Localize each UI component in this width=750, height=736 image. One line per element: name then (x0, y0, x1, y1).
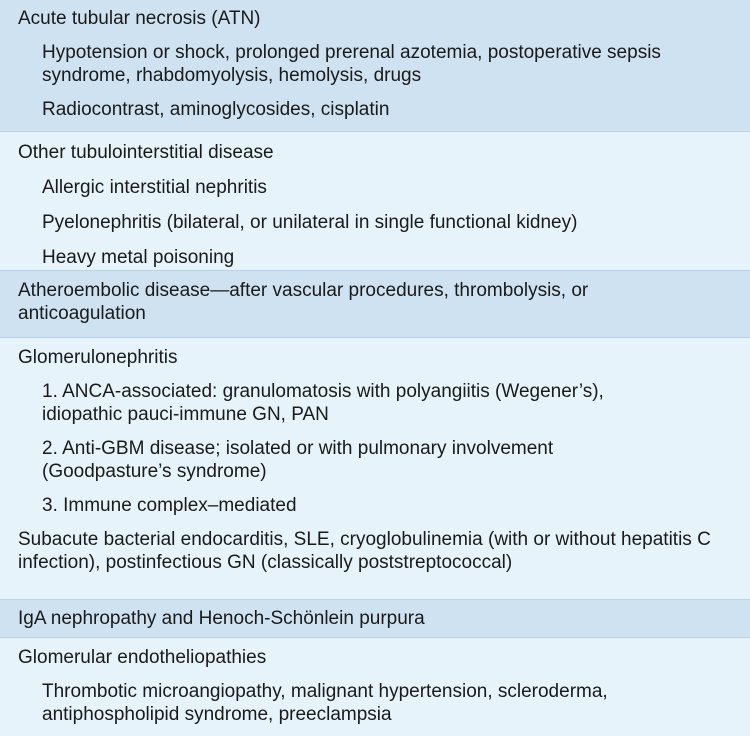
section-glomerulonephritis (0, 337, 750, 599)
item-gn-2: 2. Anti-GBM disease; isolated or with pulmonary involvement (Goodpasture’s syndrome) (42, 438, 554, 482)
section-atheroembolic (0, 270, 750, 337)
heading-atn: Acute tubular necrosis (ATN) (18, 8, 261, 29)
section-atn (0, 0, 750, 131)
section-iga (0, 599, 750, 637)
section-tubulointerstitial (0, 131, 750, 270)
section-endotheliopathies (0, 637, 750, 736)
heading-atheroembolic: Atheroembolic disease—after vascular procedures, thrombolysis, or anticoagulation (18, 280, 589, 324)
item-tubulo-3: Heavy metal poisoning (42, 247, 235, 268)
heading-tubulointerstitial: Other tubulointerstitial disease (18, 142, 274, 163)
heading-glomerulonephritis: Glomerulonephritis (18, 347, 178, 368)
heading-iga: IgA nephropathy and Henoch-Schönlein purpura (18, 608, 425, 629)
heading-endotheliopathies: Glomerular endotheliopathies (18, 647, 267, 668)
item-endo-1: Thrombotic microangiopathy, malignant hypertension, scleroderma, antiphospholipid syndrome, preeclampsia (42, 681, 608, 725)
item-gn-4: Subacute bacterial endocarditis, SLE, cryoglobulinemia (with or without hepatitis C infection), postinfectious GN (classically poststreptococcal) (18, 529, 711, 573)
item-atn-1: Hypotension or shock, prolonged prerenal azotemia, postoperative sepsis syndrome, rhabdomyolysis, hemolysis, drugs (42, 42, 661, 86)
item-tubulo-1: Allergic interstitial nephritis (42, 177, 267, 198)
item-atn-2: Radiocontrast, aminoglycosides, cisplatin (42, 99, 390, 120)
item-tubulo-2: Pyelonephritis (bilateral, or unilateral in single functional kidney) (42, 212, 578, 233)
item-gn-3: 3. Immune complex–mediated (42, 495, 297, 516)
item-gn-1: 1. ANCA-associated: granulomatosis with polyangiitis (Wegener’s), idiopathic pauci-immune GN, PAN (42, 381, 604, 425)
